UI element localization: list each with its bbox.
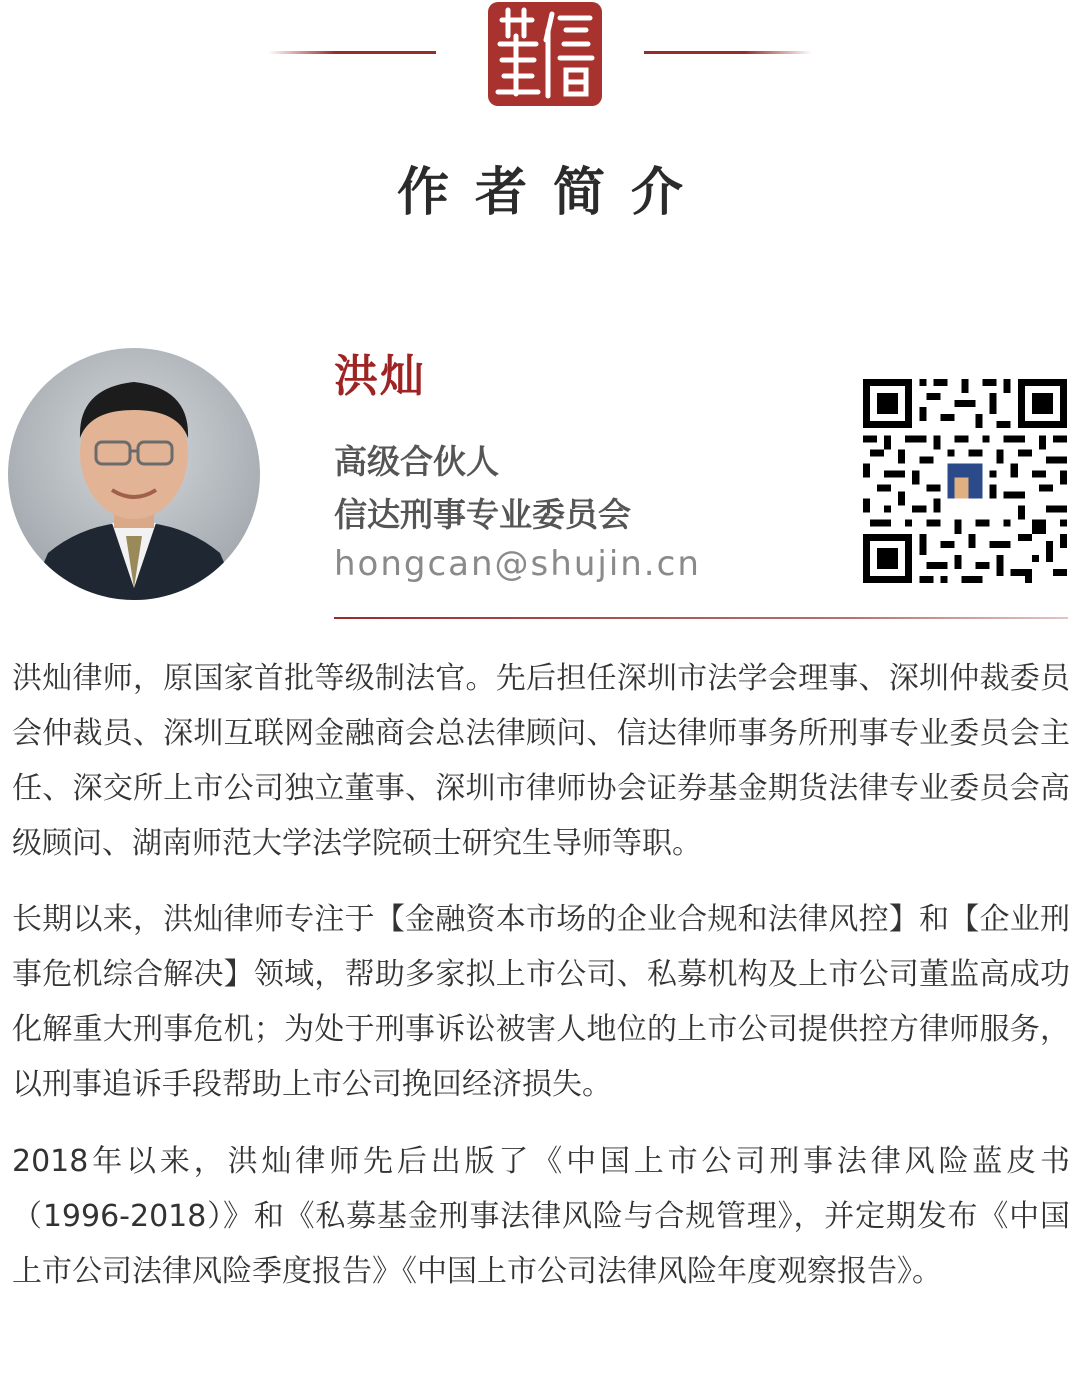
author-committee: 信达刑事专业委员会 — [334, 495, 631, 534]
qr-code[interactable] — [863, 379, 1067, 583]
header-rule-left — [268, 51, 436, 54]
bio-paragraph: 洪灿律师，原国家首批等级制法官。先后担任深圳市法学会理事、深圳仲裁委员会仲裁员、深圳互联网金融商会总法律顾问、信达律师事务所刑事专业委员会主任、深交所上市公司独立董事、深圳市律师协会证券基金期货法律专业委员会高级顾问、湖南师范大学法学院硕士研究生导师等职。 — [12, 661, 1070, 861]
author-role: 高级合伙人 — [334, 442, 499, 481]
bio-paragraph: 长期以来，洪灿律师专注于【金融资本市场的企业合规和法律风控】和【企业刑事危机综合解决】领域，帮助多家拟上市公司、私募机构及上市公司董监高成功化解重大刑事危机；为处于刑事诉讼被害人地位的上市公司提供控方律师服务，以刑事追诉手段帮助上市公司挽回经济损失。 — [12, 902, 1070, 1102]
author-name: 洪灿 — [334, 351, 426, 402]
bio-paragraph: 2018年以来，洪灿律师先后出版了《中国上市公司刑事法律风险蓝皮书（1996-2018）》和《私募基金刑事法律风险与合规管理》，并定期发布《中国上市公司法律风险季度报告》《中国上市公司法律风险年度观察报告》。 — [12, 1144, 1070, 1289]
author-avatar — [8, 348, 260, 600]
header-rule-right — [644, 51, 812, 54]
profile-divider — [334, 617, 1068, 619]
seal-logo — [486, 0, 604, 108]
section-title: 作者简介 — [396, 162, 709, 223]
author-email[interactable]: hongcan@shujin.cn — [334, 544, 701, 584]
